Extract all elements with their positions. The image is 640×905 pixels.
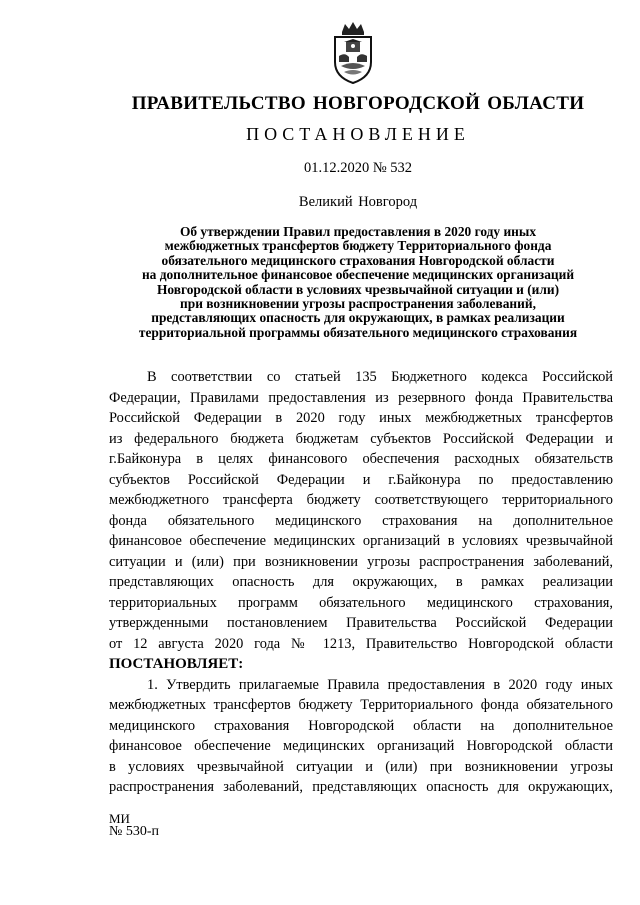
title-line: обязательного медицинского страхования Новгородской области xyxy=(161,252,555,268)
preamble-line: из федерального бюджета бюджетам субъектов Российской Федерации и xyxy=(109,430,613,447)
footer-code xyxy=(109,812,159,838)
preamble-line: Российской Федерации в 2020 году иных межбюджетных трансфертов xyxy=(109,410,613,426)
title-line: территориальной программы обязательного медицинского страхования xyxy=(138,324,578,340)
document-type: ПОСТАНОВЛЕНИЕ xyxy=(246,124,470,144)
footer-initials: МИ xyxy=(109,811,130,826)
preamble-line: субъектов Российской Федерации и г.Байконура по предоставлению xyxy=(109,471,613,488)
preamble-line: финансовое обеспечение медицинских организаций в условиях чрезвычайной xyxy=(109,533,613,549)
preamble-line: В соответствии со статьей 135 Бюджетного кодекса Российской xyxy=(147,369,613,385)
date-and-number: 01.12.2020 № 532 xyxy=(303,160,413,176)
preamble-line: утвержденными постановлением Правительства Российской Федерации xyxy=(109,615,613,631)
item-line: распространения заболеваний, представляющих опасность для окружающих, xyxy=(109,779,613,795)
preamble-line: фонда обязательного медицинского страхования на дополнительное xyxy=(109,512,613,529)
preamble-line: межбюджетного трансферта бюджету соответствующего территориального xyxy=(109,492,613,508)
coat-of-arms-icon xyxy=(330,22,376,84)
document-title xyxy=(110,225,606,340)
preamble-line: Федерации, Правилами предоставления из резервного фонда Правительства xyxy=(109,389,613,406)
preamble-line: г.Байконура в целях финансового обеспечения расходных обязательств xyxy=(109,451,613,467)
title-line: на дополнительное финансовое обеспечение медицинских организаций xyxy=(141,267,575,283)
item-line: финансовое обеспечение медицинских организаций Новгородской области xyxy=(109,738,613,754)
preamble-line: территориальных программ обязательного медицинского страхования, xyxy=(109,594,613,611)
footer-number: № 530-п xyxy=(109,824,160,839)
title-line: межбюджетных трансфертов бюджету Территориального фонда xyxy=(164,238,552,254)
title-line: Об утверждении Правил предоставления в 2020 году иных xyxy=(179,224,537,239)
item-line: в условиях чрезвычайной ситуации и (или) при возникновении угрозы xyxy=(109,758,613,775)
title-line: представляющих опасность для окружающих, в рамках реализации xyxy=(151,310,565,326)
title-line: Новгородской области в условиях чрезвычайной ситуации и (или) xyxy=(156,281,560,297)
preamble-line: ситуации и (или) при возникновении угрозы распространения заболеваний, xyxy=(109,553,613,570)
title-line: при возникновении угрозы распространения заболеваний, xyxy=(180,296,536,312)
item-line: 1. Утвердить прилагаемые Правила предоставления в 2020 году иных xyxy=(147,676,613,693)
item-line: межбюджетных трансфертов бюджету Территориального фонда обязательного xyxy=(109,697,613,713)
preamble-line: от 12 августа 2020 года № 1213, Правительство Новгородской области xyxy=(109,635,613,652)
decree-word: ПОСТАНОВЛЯЕТ: xyxy=(109,656,244,672)
city: Великий Новгород xyxy=(298,194,418,210)
preamble-line: представляющих опасность для окружающих, в рамках реализации xyxy=(109,574,613,590)
item-line: медицинского страхования Новгородской области на дополнительное xyxy=(109,717,613,734)
organization-title: ПРАВИТЕЛЬСТВО НОВГОРОДСКОЙ ОБЛАСТИ xyxy=(131,93,585,114)
document-body xyxy=(109,367,613,798)
